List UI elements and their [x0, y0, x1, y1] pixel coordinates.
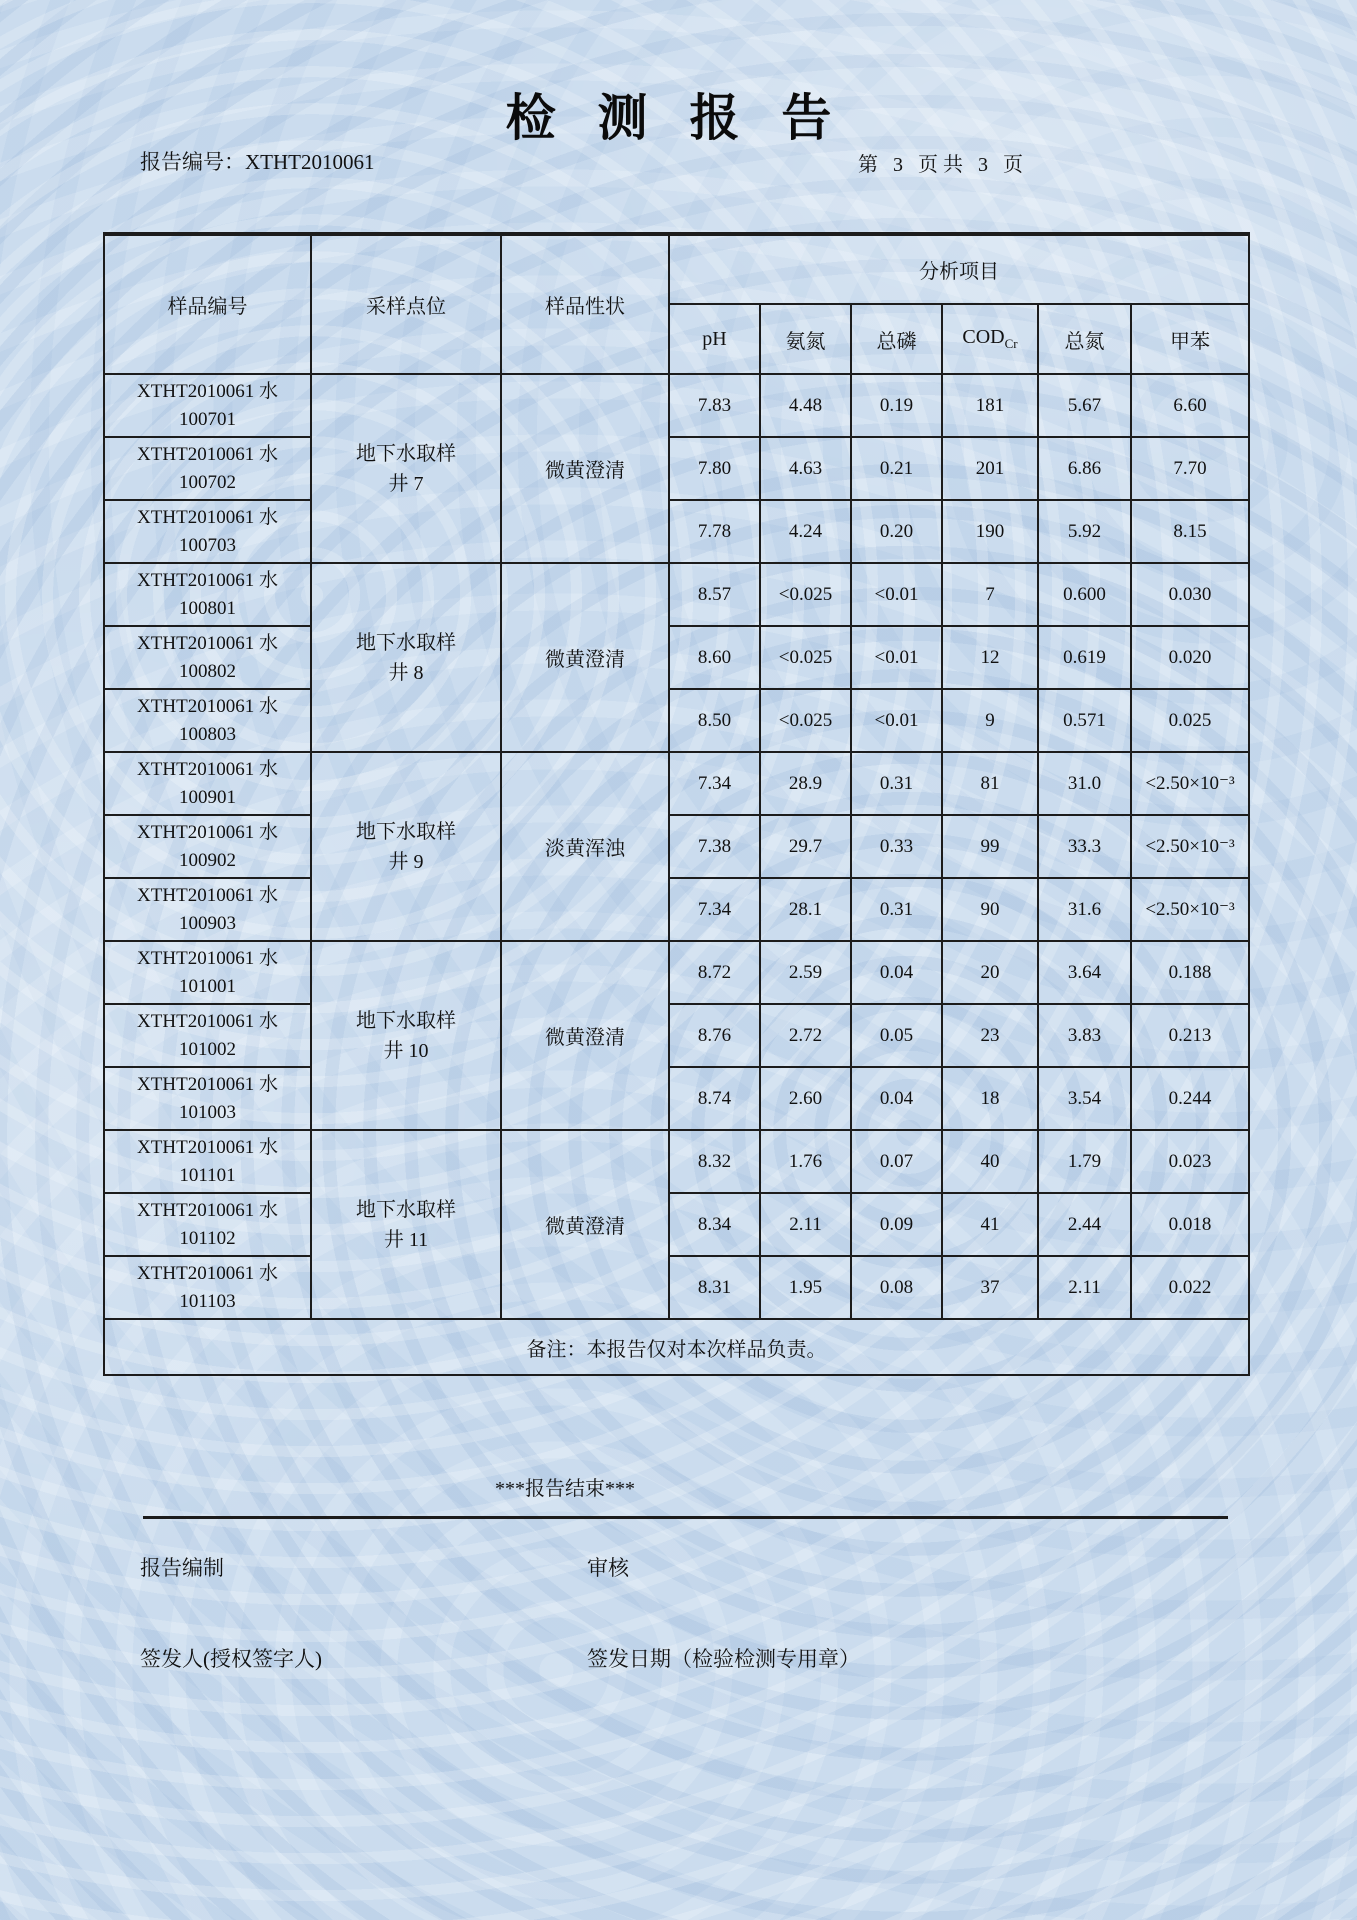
issue-date-label: 签发日期（检验检测专用章） [587, 1647, 860, 1671]
analysis-value-cell: 40 [942, 1130, 1038, 1193]
analysis-value-cell: <0.025 [760, 563, 851, 626]
analysis-value-cell: 12 [942, 626, 1038, 689]
sample-id-cell: XTHT2010061 水 101001 [104, 941, 311, 1004]
analysis-value-cell: 8.72 [669, 941, 760, 1004]
analysis-value-cell: 18 [942, 1067, 1038, 1130]
analysis-value-cell: 0.020 [1131, 626, 1249, 689]
table-row [104, 374, 1249, 437]
col-header-toluene: 甲苯 [1131, 304, 1249, 374]
analysis-value-cell: 9 [942, 689, 1038, 752]
analysis-value-cell: 0.07 [851, 1130, 942, 1193]
sample-character-cell: 淡黄浑浊 [501, 752, 669, 941]
analysis-value-cell: 0.09 [851, 1193, 942, 1256]
analysis-value-cell: 0.33 [851, 815, 942, 878]
analysis-value-cell: 0.025 [1131, 689, 1249, 752]
signer-label: 签发人(授权签字人) [140, 1647, 322, 1671]
col-header-total-phosphorus: 总磷 [851, 304, 942, 374]
col-header-ammonia-nitrogen: 氨氮 [760, 304, 851, 374]
analysis-value-cell: 7.38 [669, 815, 760, 878]
analysis-value-cell: 2.72 [760, 1004, 851, 1067]
analysis-value-cell: 0.188 [1131, 941, 1249, 1004]
analysis-value-cell: 6.60 [1131, 374, 1249, 437]
table-row [104, 1067, 1249, 1130]
table-row [104, 563, 1249, 626]
table-row [104, 1130, 1249, 1193]
analysis-value-cell: 201 [942, 437, 1038, 500]
analysis-value-cell: 3.83 [1038, 1004, 1131, 1067]
sample-character-cell: 微黄澄清 [501, 374, 669, 563]
analysis-value-cell: 31.6 [1038, 878, 1131, 941]
analysis-value-cell: 0.030 [1131, 563, 1249, 626]
analysis-value-cell: 4.48 [760, 374, 851, 437]
analysis-value-cell: 0.05 [851, 1004, 942, 1067]
page-indicator: 第 3 页 共 3 页 [858, 154, 1023, 176]
table-row [104, 878, 1249, 941]
analysis-value-cell: 0.31 [851, 878, 942, 941]
analysis-value-cell: 2.11 [1038, 1256, 1131, 1319]
table-row [104, 1256, 1249, 1319]
analysis-value-cell: <2.50×10⁻³ [1131, 878, 1249, 941]
report-table-body [104, 374, 1249, 1319]
note-row [104, 1319, 1249, 1375]
analysis-value-cell: 0.244 [1131, 1067, 1249, 1130]
analysis-value-cell: 4.24 [760, 500, 851, 563]
analysis-value-cell: 8.32 [669, 1130, 760, 1193]
sample-id-cell: XTHT2010061 水 101102 [104, 1193, 311, 1256]
analysis-value-cell: 3.54 [1038, 1067, 1131, 1130]
table-row [104, 500, 1249, 563]
analysis-value-cell: 0.571 [1038, 689, 1131, 752]
signature-divider [143, 1516, 1228, 1519]
analysis-value-cell: 3.64 [1038, 941, 1131, 1004]
table-header-row-1 [104, 234, 1249, 304]
analysis-value-cell: 7.34 [669, 878, 760, 941]
sampling-point-cell: 地下水取样 井 11 [311, 1130, 501, 1319]
reviewer-label: 审核 [587, 1556, 629, 1580]
col-header-sample-character: 样品性状 [501, 234, 669, 374]
analysis-value-cell: <2.50×10⁻³ [1131, 752, 1249, 815]
analysis-value-cell: 0.619 [1038, 626, 1131, 689]
analysis-value-cell: 181 [942, 374, 1038, 437]
analysis-value-cell: 7 [942, 563, 1038, 626]
preparer-label: 报告编制 [140, 1556, 224, 1580]
analysis-value-cell: 8.31 [669, 1256, 760, 1319]
analysis-value-cell: 0.21 [851, 437, 942, 500]
analysis-value-cell: 8.15 [1131, 500, 1249, 563]
analysis-value-cell: 8.50 [669, 689, 760, 752]
sample-id-cell: XTHT2010061 水 100703 [104, 500, 311, 563]
analysis-value-cell: <0.025 [760, 626, 851, 689]
analysis-value-cell: 5.67 [1038, 374, 1131, 437]
analysis-value-cell: 0.31 [851, 752, 942, 815]
sample-id-cell: XTHT2010061 水 100701 [104, 374, 311, 437]
analysis-value-cell: 90 [942, 878, 1038, 941]
sample-id-cell: XTHT2010061 水 100801 [104, 563, 311, 626]
analysis-value-cell: 8.34 [669, 1193, 760, 1256]
sampling-point-cell: 地下水取样 井 7 [311, 374, 501, 563]
analysis-value-cell: 2.60 [760, 1067, 851, 1130]
analysis-value-cell: 7.80 [669, 437, 760, 500]
analysis-value-cell: 37 [942, 1256, 1038, 1319]
report-number-label: 报告编号： [140, 150, 245, 174]
analysis-value-cell: 0.20 [851, 500, 942, 563]
table-row [104, 752, 1249, 815]
sampling-point-cell: 地下水取样 井 9 [311, 752, 501, 941]
sample-id-cell: XTHT2010061 水 101103 [104, 1256, 311, 1319]
analysis-value-cell: <0.025 [760, 689, 851, 752]
col-header-ph: pH [669, 304, 760, 374]
sample-id-cell: XTHT2010061 水 100902 [104, 815, 311, 878]
note-cell: 备注：本报告仅对本次样品负责。 [104, 1319, 1249, 1375]
table-row [104, 689, 1249, 752]
analysis-value-cell: 1.95 [760, 1256, 851, 1319]
analysis-value-cell: 0.213 [1131, 1004, 1249, 1067]
analysis-value-cell: 2.11 [760, 1193, 851, 1256]
analysis-value-cell: 28.9 [760, 752, 851, 815]
analysis-value-cell: 20 [942, 941, 1038, 1004]
sample-id-cell: XTHT2010061 水 100803 [104, 689, 311, 752]
analysis-value-cell: 0.04 [851, 1067, 942, 1130]
analysis-value-cell: 29.7 [760, 815, 851, 878]
analysis-value-cell: 8.76 [669, 1004, 760, 1067]
report-number-line [140, 146, 375, 176]
analysis-value-cell: 0.19 [851, 374, 942, 437]
analysis-value-cell: 8.74 [669, 1067, 760, 1130]
analysis-value-cell: 7.78 [669, 500, 760, 563]
sample-id-cell: XTHT2010061 水 101101 [104, 1130, 311, 1193]
table-row [104, 626, 1249, 689]
analysis-value-cell: 31.0 [1038, 752, 1131, 815]
analysis-value-cell: 1.79 [1038, 1130, 1131, 1193]
analysis-value-cell: <0.01 [851, 689, 942, 752]
analysis-value-cell: 4.63 [760, 437, 851, 500]
sample-character-cell: 微黄澄清 [501, 1130, 669, 1319]
sample-id-cell: XTHT2010061 水 100901 [104, 752, 311, 815]
analysis-value-cell: 33.3 [1038, 815, 1131, 878]
analysis-value-cell: <0.01 [851, 626, 942, 689]
analysis-value-cell: 28.1 [760, 878, 851, 941]
analysis-value-cell: 1.76 [760, 1130, 851, 1193]
report-end-mark: ***报告结束*** [495, 1478, 635, 1500]
analysis-value-cell: 0.04 [851, 941, 942, 1004]
report-title: 检 测 报 告 [505, 90, 846, 146]
analysis-value-cell: 81 [942, 752, 1038, 815]
analysis-value-cell: 0.023 [1131, 1130, 1249, 1193]
analysis-value-cell: 7.70 [1131, 437, 1249, 500]
analysis-value-cell: 7.34 [669, 752, 760, 815]
col-header-cod-cr: $COD_{Cr}$ [942, 304, 1038, 374]
analysis-value-cell: 0.08 [851, 1256, 942, 1319]
col-header-sample-id: 样品编号 [104, 234, 311, 374]
analysis-value-cell: 190 [942, 500, 1038, 563]
sampling-point-cell: 地下水取样 井 10 [311, 941, 501, 1130]
report-number-value: XTHT2010061 [245, 150, 375, 174]
analysis-value-cell: 0.018 [1131, 1193, 1249, 1256]
table-row [104, 1004, 1249, 1067]
sample-id-cell: XTHT2010061 水 101003 [104, 1067, 311, 1130]
analysis-value-cell: 99 [942, 815, 1038, 878]
analysis-value-cell: <0.01 [851, 563, 942, 626]
col-header-sampling-point: 采样点位 [311, 234, 501, 374]
table-row [104, 437, 1249, 500]
analysis-value-cell: 6.86 [1038, 437, 1131, 500]
table-row [104, 815, 1249, 878]
analysis-value-cell: 2.44 [1038, 1193, 1131, 1256]
sample-id-cell: XTHT2010061 水 100802 [104, 626, 311, 689]
sample-character-cell: 微黄澄清 [501, 941, 669, 1130]
sampling-point-cell: 地下水取样 井 8 [311, 563, 501, 752]
analysis-value-cell: 0.022 [1131, 1256, 1249, 1319]
sample-character-cell: 微黄澄清 [501, 563, 669, 752]
analysis-results-table [103, 232, 1250, 1376]
analysis-value-cell: 5.92 [1038, 500, 1131, 563]
analysis-value-cell: 41 [942, 1193, 1038, 1256]
analysis-value-cell: 23 [942, 1004, 1038, 1067]
col-header-analysis-group: 分析项目 [669, 234, 1249, 304]
sample-id-cell: XTHT2010061 水 100702 [104, 437, 311, 500]
col-header-total-nitrogen: 总氮 [1038, 304, 1131, 374]
analysis-value-cell: 8.57 [669, 563, 760, 626]
sample-id-cell: XTHT2010061 水 101002 [104, 1004, 311, 1067]
analysis-value-cell: <2.50×10⁻³ [1131, 815, 1249, 878]
table-row [104, 1193, 1249, 1256]
table-row [104, 941, 1249, 1004]
analysis-value-cell: 2.59 [760, 941, 851, 1004]
analysis-value-cell: 7.83 [669, 374, 760, 437]
analysis-value-cell: 8.60 [669, 626, 760, 689]
analysis-value-cell: 0.600 [1038, 563, 1131, 626]
sample-id-cell: XTHT2010061 水 100903 [104, 878, 311, 941]
